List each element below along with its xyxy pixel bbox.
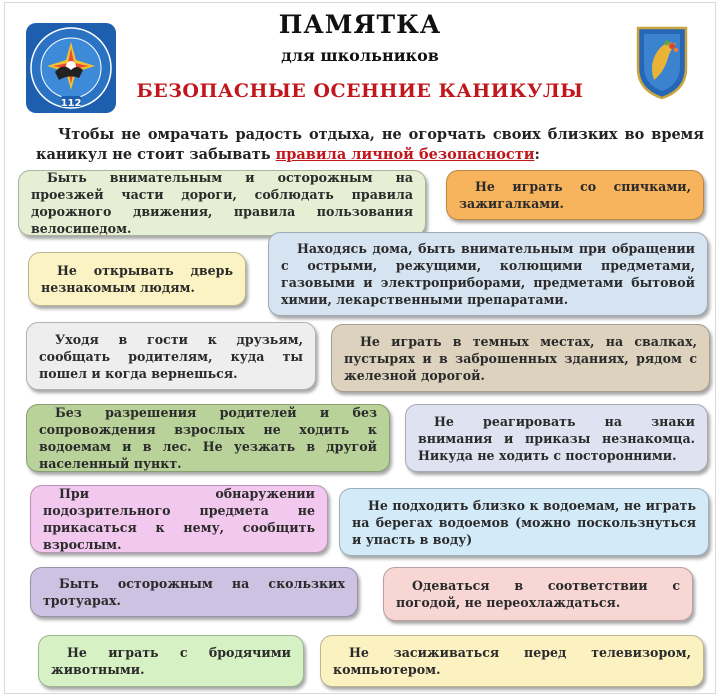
rule-text: Не реагировать на знаки внимания и приказы незнакомца. Никуда не ходить с посторонними. [418,413,695,463]
rule-text: Не открывать дверь незнакомым людям. [41,263,233,295]
page-subtitle: для школьников [281,46,439,65]
rule-text: Находясь дома, быть внимательным при обращении с острыми, режущими, колющими предметами, газовыми и электроприборами, предметами бытовой химии, лекарственными препаратами. [281,241,695,307]
rule-text: Не подходить близко к водоемам, не играть на берегах водоемов (можно поскользнуться и упасть в воду) [352,497,696,547]
rule-text: Одеваться в соответствии с погодой, не переохлаждаться. [396,578,680,610]
rule-card-visiting [26,322,316,390]
emblem-number: 112 [60,98,82,109]
rule-card-suspicious-object [30,485,328,553]
rule-card-home-safety [268,232,708,316]
rule-card-matches [446,170,704,220]
intro-text: Чтобы не омрачать радость отдыха, не огорчать своих близких во время каникул не стоит забывать [36,126,704,163]
rule-card-weather [383,567,693,621]
rule-text: Не играть с бродячими животными. [51,645,291,677]
rule-card-dark-places [331,324,710,392]
rule-text: Без разрешения родителей и без сопровождения взрослых не ходить к водоемам и в лес. Не уезжать в другой населенный пункт. [39,405,377,471]
page-title: ПАМЯТКА [278,10,442,39]
page-heading: БЕЗОПАСНЫЕ ОСЕННИЕ КАНИКУЛЫ [136,80,584,102]
rule-text: Уходя в гости к друзьям, сообщать родителям, куда ты пошел и когда вернешься. [39,331,303,381]
rule-text: Не засиживаться перед телевизором, компьютером. [333,645,691,677]
rule-card-door [28,252,246,306]
intro-highlight: правила личной безопасности [275,146,535,163]
rule-card-stray-animals [38,635,304,687]
rule-text: Быть осторожным на скользких тротуарах. [43,576,345,608]
rule-text: При обнаружении подозрительного предмета не прикасаться к нему, сообщить взрослым. [43,486,315,552]
rule-text: Быть внимательным и осторожным на проезжей части дороги, соблюдать правила дорожного движения, правила пользования велосипедом. [31,170,413,236]
rule-card-water [339,488,709,556]
rule-card-strangers [405,404,708,472]
rule-text: Не играть в темных местах, на свалках, пустырях и в заброшенных зданиях, рядом с железной дорогой. [344,333,697,383]
rule-card-road [18,170,426,236]
intro-text-end: : [534,146,540,163]
rule-card-slippery [30,567,358,617]
intro-paragraph [36,125,704,165]
rule-card-without-parents [26,404,390,472]
rule-text: Не играть со спичками, зажигалками. [459,179,691,211]
rule-card-tv [320,635,704,687]
